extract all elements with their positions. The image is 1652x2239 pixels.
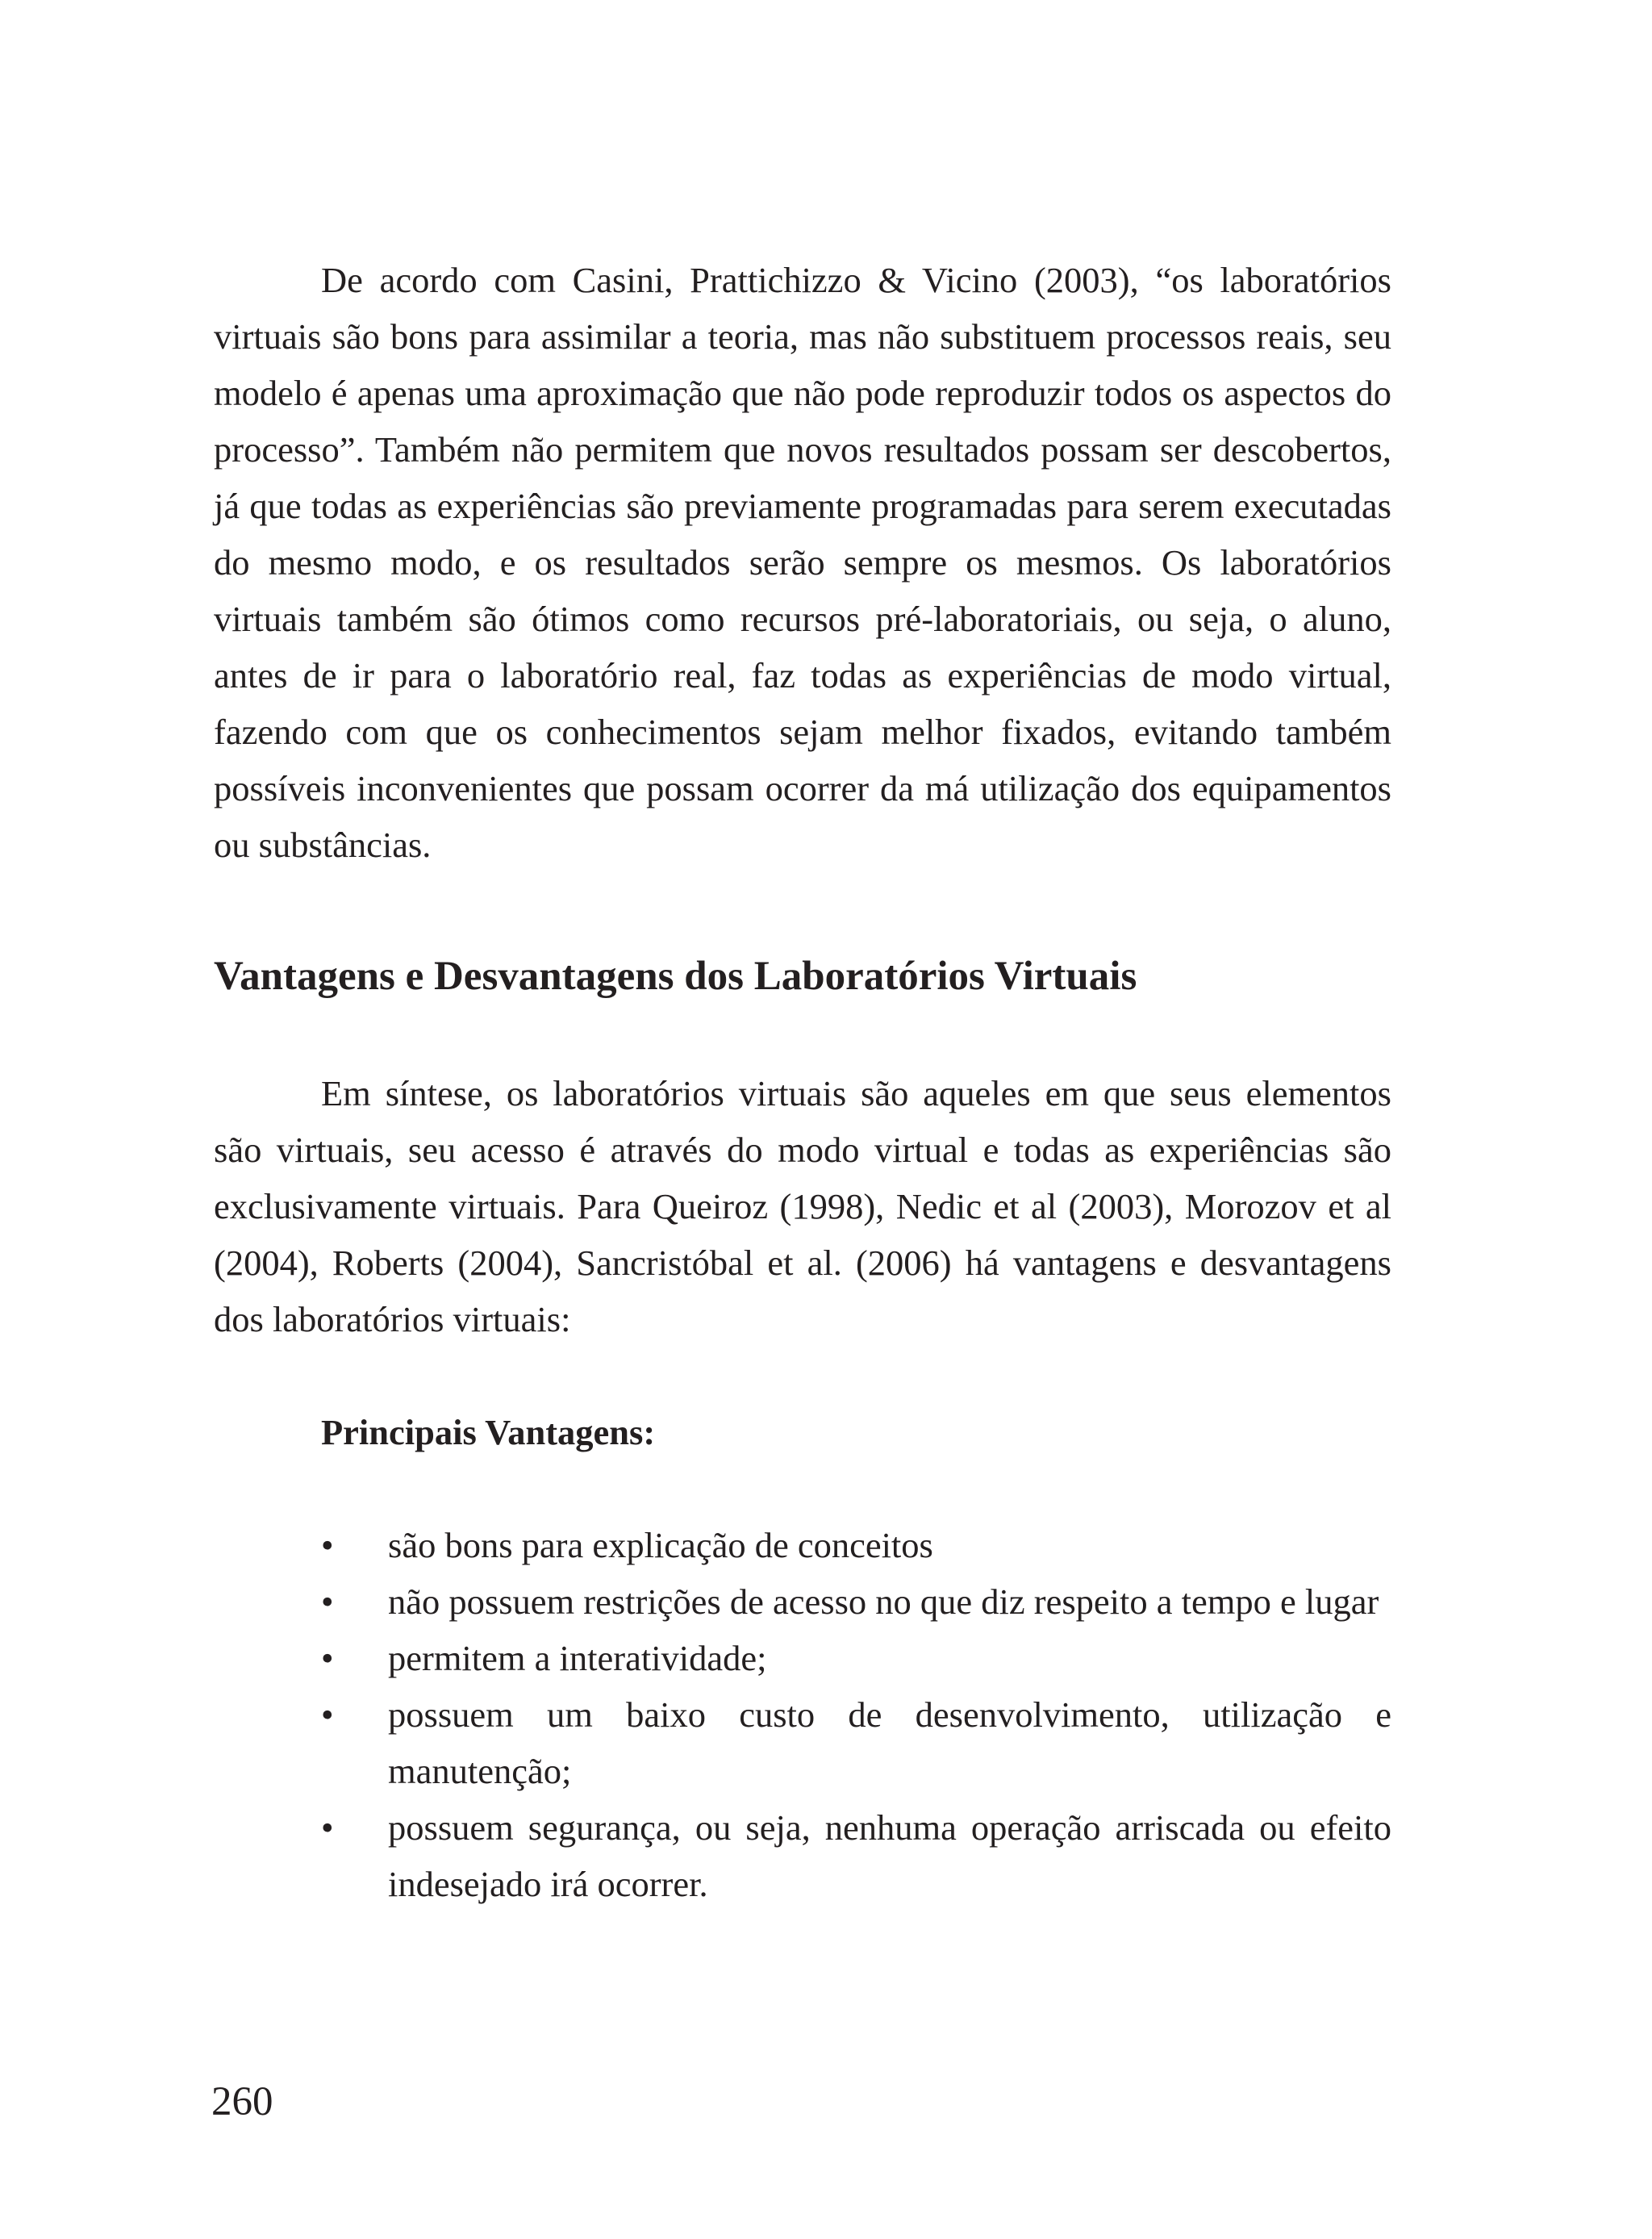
list-item — [321, 1630, 1391, 1686]
list-item — [321, 1517, 1391, 1573]
list-item — [321, 1799, 1391, 1912]
bullet-icon: • — [321, 1807, 334, 1848]
list-item — [321, 1573, 1391, 1630]
list-item-text: não possuem restrições de acesso no que diz respeito a tempo e lugar — [388, 1581, 1379, 1622]
synthesis-paragraph: Em síntese, os laboratórios virtuais são aqueles em que seus elementos são virtuais, seu acesso é através do modo virtual e todas as experiências são exclusivamente virtuais. Para Queiroz (1998), Nedic et al (2003), Morozov et al (2004), Roberts (2004), Sancristóbal et al. (2006) há vantagens e desvantagens dos laboratórios virtuais: — [214, 1073, 1391, 1339]
bullet-icon: • — [321, 1694, 334, 1735]
advantages-subheading: Principais Vantagens: — [321, 1412, 656, 1452]
bullet-icon: • — [321, 1638, 334, 1678]
bullet-icon: • — [321, 1581, 334, 1622]
page-number: 260 — [211, 2079, 273, 2124]
list-item — [321, 1686, 1391, 1799]
advantages-list — [321, 1517, 1391, 1912]
section-heading: Vantagens e Desvantagens dos Laboratórios Virtuais — [214, 954, 1137, 999]
intro-paragraph: De acordo com Casini, Prattichizzo & Vicino (2003), “os laboratórios virtuais são bons para assimilar a teoria, mas não substituem processos reais, seu modelo é apenas uma aproximação que não pode reproduzir todos os aspectos do processo”. Também não permitem que novos resultados possam ser descobertos, já que todas as experiências são previamente programadas para serem executadas do mesmo modo, e os resultados serão sempre os mesmos. Os laboratórios virtuais também são ótimos como recursos pré-laboratoriais, ou seja, o aluno, antes de ir para o laboratório real, faz todas as experiências de modo virtual, fazendo com que os conhecimentos sejam melhor fixados, evitando também possíveis inconvenientes que possam ocorrer da má utilização dos equipamentos ou substâncias. — [214, 260, 1391, 865]
list-item-text: possuem um baixo custo de desenvolvimento, utilização e manutenção; — [388, 1694, 1391, 1791]
list-item-text: possuem segurança, ou seja, nenhuma operação arriscada ou efeito indesejado irá ocorrer. — [388, 1807, 1391, 1904]
list-item-text: são bons para explicação de conceitos — [388, 1525, 933, 1565]
bullet-icon: • — [321, 1525, 334, 1565]
list-item-text: permitem a interatividade; — [388, 1638, 767, 1678]
